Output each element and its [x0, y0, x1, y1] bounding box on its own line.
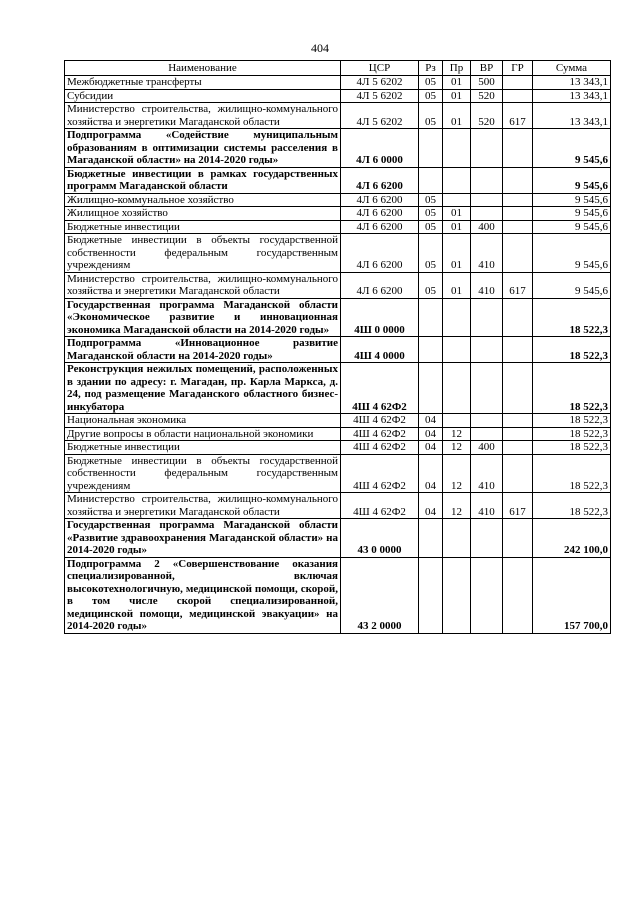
budget-table — [64, 60, 611, 634]
header-pr: Пр — [443, 61, 471, 76]
table-row — [65, 234, 611, 273]
table-cell-pr: 01 — [443, 89, 471, 103]
table-cell-pr: 01 — [443, 76, 471, 90]
table-cell-csr: 4Ш 4 62Ф2 — [341, 441, 419, 455]
header-sum: Сумма — [533, 61, 611, 76]
table-cell-vr — [471, 414, 503, 428]
table-cell-name: Другие вопросы в области национальной экономики — [65, 427, 341, 441]
table-row — [65, 298, 611, 337]
table-cell-pr: 01 — [443, 103, 471, 129]
table-cell-gr — [503, 519, 533, 558]
table-row — [65, 414, 611, 428]
table-cell-pr: 01 — [443, 207, 471, 221]
table-cell-gr — [503, 298, 533, 337]
table-cell-gr — [503, 441, 533, 455]
table-cell-name: Министерство строительства, жилищно-коммунального хозяйства и энергетики Магаданской области — [65, 493, 341, 519]
table-cell-name: Бюджетные инвестиции в объекты государственной собственности федеральным государственным учреждениям — [65, 454, 341, 493]
table-cell-name: Бюджетные инвестиции в объекты государственной собственности федеральным государственным учреждениям — [65, 234, 341, 273]
table-cell-name: Реконструкция нежилых помещений, расположенных в здании по адресу: г. Магадан, пр. Карла Маркса, д. 24, под размещение Магаданского областного бизнес-инкубатора — [65, 363, 341, 414]
table-cell-gr: 617 — [503, 272, 533, 298]
table-cell-sum: 9 545,6 — [533, 129, 611, 168]
table-cell-vr: 520 — [471, 89, 503, 103]
table-cell-pr: 12 — [443, 427, 471, 441]
table-cell-vr — [471, 363, 503, 414]
table-row — [65, 337, 611, 363]
table-cell-csr: 4Л 6 6200 — [341, 207, 419, 221]
header-vr: ВР — [471, 61, 503, 76]
table-row — [65, 207, 611, 221]
table-cell-csr: 4Ш 4 62Ф2 — [341, 493, 419, 519]
table-cell-pr — [443, 167, 471, 193]
table-cell-gr — [503, 129, 533, 168]
table-cell-sum: 18 522,3 — [533, 363, 611, 414]
table-cell-sum: 18 522,3 — [533, 454, 611, 493]
page-number: 404 — [311, 41, 329, 55]
table-cell-rz: 05 — [419, 234, 443, 273]
table-cell-csr: 4Л 5 6202 — [341, 103, 419, 129]
table-cell-csr: 4Ш 4 0000 — [341, 337, 419, 363]
table-cell-gr — [503, 220, 533, 234]
table-cell-gr — [503, 207, 533, 221]
table-cell-rz — [419, 363, 443, 414]
table-cell-sum: 13 343,1 — [533, 89, 611, 103]
table-row — [65, 363, 611, 414]
table-cell-vr — [471, 298, 503, 337]
table-cell-sum: 18 522,3 — [533, 414, 611, 428]
table-cell-csr: 4Ш 4 62Ф2 — [341, 427, 419, 441]
table-cell-csr: 4Л 6 6200 — [341, 193, 419, 207]
table-cell-sum: 242 100,0 — [533, 519, 611, 558]
table-cell-vr — [471, 337, 503, 363]
table-cell-vr — [471, 207, 503, 221]
table-cell-name: Бюджетные инвестиции — [65, 220, 341, 234]
table-cell-vr: 520 — [471, 103, 503, 129]
table-cell-gr — [503, 337, 533, 363]
table-row — [65, 454, 611, 493]
table-cell-sum: 9 545,6 — [533, 234, 611, 273]
table-cell-vr — [471, 557, 503, 633]
table-cell-name: Государственная программа Магаданской области «Экономическое развитие и инновационная экономика Магаданской области на 2014-2020 годы» — [65, 298, 341, 337]
table-cell-vr — [471, 167, 503, 193]
table-cell-rz — [419, 129, 443, 168]
table-cell-name: Национальная экономика — [65, 414, 341, 428]
table-cell-pr — [443, 363, 471, 414]
table-cell-name: Подпрограмма «Инновационное развитие Магаданской области на 2014-2020 годы» — [65, 337, 341, 363]
table-row — [65, 557, 611, 633]
table-cell-rz: 05 — [419, 220, 443, 234]
header-name: Наименование — [65, 61, 341, 76]
table-cell-sum: 18 522,3 — [533, 493, 611, 519]
table-cell-pr: 12 — [443, 454, 471, 493]
table-cell-rz: 04 — [419, 493, 443, 519]
table-cell-rz: 04 — [419, 454, 443, 493]
table-cell-pr: 01 — [443, 220, 471, 234]
table-cell-csr: 43 2 0000 — [341, 557, 419, 633]
header-gr: ГР — [503, 61, 533, 76]
table-row — [65, 89, 611, 103]
table-cell-vr: 410 — [471, 234, 503, 273]
table-cell-rz — [419, 519, 443, 558]
table-cell-name: Государственная программа Магаданской области «Развитие здравоохранения Магаданской области» на 2014-2020 годы» — [65, 519, 341, 558]
table-row — [65, 519, 611, 558]
table-cell-gr — [503, 76, 533, 90]
table-cell-csr: 4Ш 4 62Ф2 — [341, 454, 419, 493]
table-cell-name: Министерство строительства, жилищно-коммунального хозяйства и энергетики Магаданской области — [65, 272, 341, 298]
table-cell-rz — [419, 167, 443, 193]
header-rz: Рз — [419, 61, 443, 76]
table-cell-gr — [503, 454, 533, 493]
table-cell-csr: 4Л 5 6202 — [341, 76, 419, 90]
table-cell-gr: 617 — [503, 103, 533, 129]
table-cell-pr: 01 — [443, 234, 471, 273]
table-header-row — [65, 61, 611, 76]
table-cell-csr: 4Л 5 6202 — [341, 89, 419, 103]
table-cell-sum: 13 343,1 — [533, 76, 611, 90]
table-row — [65, 193, 611, 207]
table-cell-name: Бюджетные инвестиции в рамках государственных программ Магаданской области — [65, 167, 341, 193]
table-row — [65, 220, 611, 234]
table-cell-sum: 18 522,3 — [533, 427, 611, 441]
table-cell-name: Подпрограмма «Содействие муниципальным образованиям в оптимизации системы расселения в Магаданской области» на 2014-2020 годы» — [65, 129, 341, 168]
table-cell-sum: 18 522,3 — [533, 298, 611, 337]
table-cell-gr — [503, 167, 533, 193]
table-cell-gr — [503, 89, 533, 103]
table-cell-csr: 4Ш 0 0000 — [341, 298, 419, 337]
header-csr: ЦСР — [341, 61, 419, 76]
table-cell-gr — [503, 557, 533, 633]
table-cell-name: Жилищное хозяйство — [65, 207, 341, 221]
table-cell-vr: 400 — [471, 220, 503, 234]
table-cell-pr — [443, 193, 471, 207]
table-cell-gr — [503, 363, 533, 414]
table-cell-csr: 43 0 0000 — [341, 519, 419, 558]
table-cell-rz: 05 — [419, 272, 443, 298]
table-cell-csr: 4Ш 4 62Ф2 — [341, 414, 419, 428]
table-cell-sum: 9 545,6 — [533, 207, 611, 221]
table-cell-sum: 18 522,3 — [533, 337, 611, 363]
table-cell-vr — [471, 193, 503, 207]
table-cell-csr: 4Л 6 0000 — [341, 129, 419, 168]
table-cell-pr — [443, 519, 471, 558]
table-row — [65, 272, 611, 298]
table-row — [65, 103, 611, 129]
table-cell-rz — [419, 298, 443, 337]
table-row — [65, 427, 611, 441]
table-cell-vr: 500 — [471, 76, 503, 90]
table-cell-vr — [471, 427, 503, 441]
table-cell-gr — [503, 193, 533, 207]
table-cell-vr — [471, 519, 503, 558]
table-cell-pr — [443, 129, 471, 168]
table-cell-rz: 05 — [419, 193, 443, 207]
table-cell-csr: 4Ш 4 62Ф2 — [341, 363, 419, 414]
table-cell-sum: 9 545,6 — [533, 167, 611, 193]
table-cell-vr — [471, 129, 503, 168]
table-cell-rz: 04 — [419, 414, 443, 428]
table-cell-name: Подпрограмма 2 «Совершенствование оказания специализированной, включая высокотехнологичную, медицинской помощи, скорой, в том числе скорой специализированной, медицинской помощи, медицинской эвакуации» на 2014-2020 годы» — [65, 557, 341, 633]
table-cell-name: Субсидии — [65, 89, 341, 103]
table-cell-gr — [503, 234, 533, 273]
table-cell-pr — [443, 557, 471, 633]
table-row — [65, 167, 611, 193]
table-cell-vr: 400 — [471, 441, 503, 455]
table-row — [65, 76, 611, 90]
table-cell-pr: 12 — [443, 441, 471, 455]
table-cell-rz: 05 — [419, 207, 443, 221]
table-cell-vr: 410 — [471, 493, 503, 519]
table-cell-rz: 04 — [419, 427, 443, 441]
table-cell-sum: 9 545,6 — [533, 272, 611, 298]
table-cell-rz: 05 — [419, 103, 443, 129]
table-cell-gr — [503, 427, 533, 441]
table-cell-rz: 05 — [419, 76, 443, 90]
table-cell-vr: 410 — [471, 272, 503, 298]
table-cell-name: Жилищно-коммунальное хозяйство — [65, 193, 341, 207]
table-cell-rz — [419, 337, 443, 363]
table-cell-csr: 4Л 6 6200 — [341, 220, 419, 234]
table-cell-sum: 18 522,3 — [533, 441, 611, 455]
table-cell-rz — [419, 557, 443, 633]
table-cell-pr — [443, 414, 471, 428]
table-cell-sum: 9 545,6 — [533, 220, 611, 234]
table-cell-pr: 12 — [443, 493, 471, 519]
table-cell-csr: 4Л 6 6200 — [341, 234, 419, 273]
table-cell-pr: 01 — [443, 272, 471, 298]
table-row — [65, 493, 611, 519]
table-cell-sum: 157 700,0 — [533, 557, 611, 633]
table-cell-name: Бюджетные инвестиции — [65, 441, 341, 455]
table-cell-rz: 04 — [419, 441, 443, 455]
table-row — [65, 441, 611, 455]
table-row — [65, 129, 611, 168]
table-cell-gr — [503, 414, 533, 428]
table-cell-pr — [443, 298, 471, 337]
table-cell-sum: 9 545,6 — [533, 193, 611, 207]
table-cell-name: Межбюджетные трансферты — [65, 76, 341, 90]
table-cell-csr: 4Л 6 6200 — [341, 272, 419, 298]
table-cell-gr: 617 — [503, 493, 533, 519]
table-cell-vr: 410 — [471, 454, 503, 493]
table-cell-name: Министерство строительства, жилищно-коммунального хозяйства и энергетики Магаданской области — [65, 103, 341, 129]
table-cell-csr: 4Л 6 6200 — [341, 167, 419, 193]
table-cell-pr — [443, 337, 471, 363]
table-cell-rz: 05 — [419, 89, 443, 103]
table-cell-sum: 13 343,1 — [533, 103, 611, 129]
